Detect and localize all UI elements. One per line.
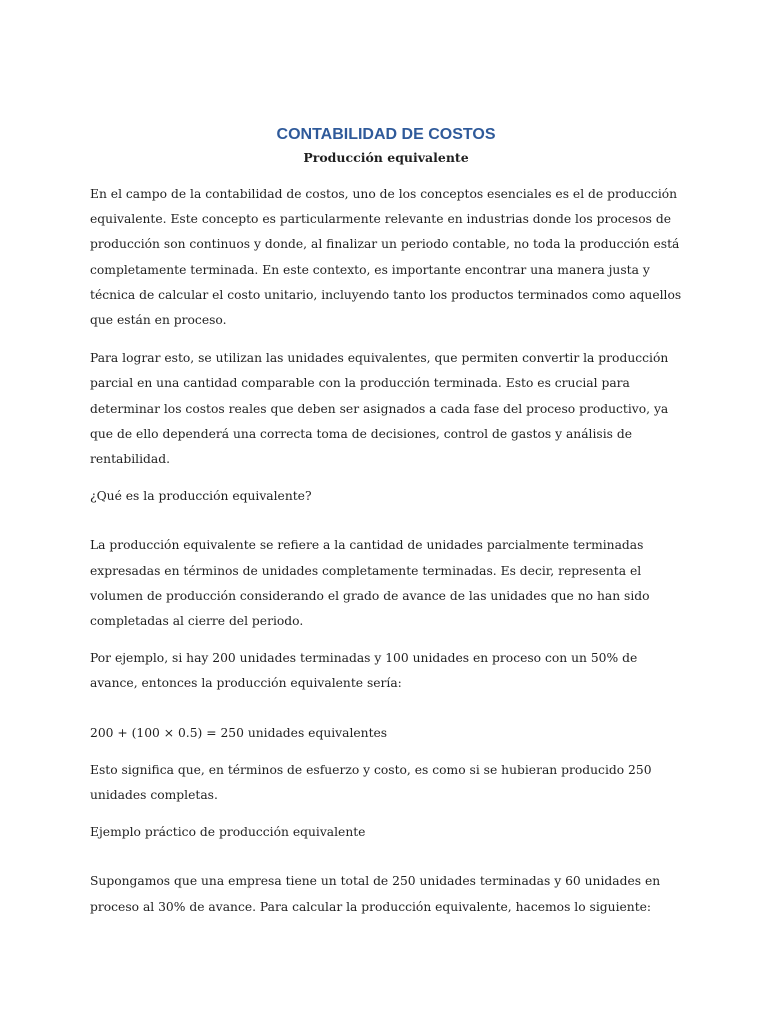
document-title: CONTABILIDAD DE COSTOS [276,126,496,143]
paragraph-meaning: Esto significa que, en términos de esfuerzo y costo, es como si se hubieran producido 250 unidades completas. [90,762,652,803]
paragraph-definition: La producción equivalente se refiere a la cantidad de unidades parcialmente terminadas expresadas en términos de unidades completamente terminadas. Es decir, representa el volumen de producción considerando el grado de avance de las unidades que no han sido completadas al cierre del periodo. [90,538,650,629]
heading-what-is: ¿Qué es la producción equivalente? [90,489,312,504]
paragraph-intro: En el campo de la contabilidad de costos, uno de los conceptos esenciales es el de producción equivalente. Este concepto es particularmente relevante en industrias donde los procesos de producción son continuos y donde, al finalizar un periodo contable, no toda la producción está completamente terminada. En este contexto, es importante encontrar una manera justa y técnica de calcular el costo unitario, incluyendo tanto los productos terminados como aquellos que están en proceso. [90,187,682,328]
heading-practical-example: Ejemplo práctico de producción equivalente [90,825,366,840]
paragraph-equivalent-units: Para lograr esto, se utilizan las unidades equivalentes, que permiten convertir la producción parcial en una cantidad comparable con la producción terminada. Esto es crucial para determinar los costos reales que deben ser asignados a cada fase del proceso productivo, ya que de ello dependerá una correcta toma de decisiones, control de gastos y análisis de rentabilidad. [90,351,669,467]
document-subtitle: Producción equivalente [303,150,469,165]
document-content [90,124,682,920]
formula-line: 200 + (100 × 0.5) = 250 unidades equivalentes [90,725,388,740]
paragraph-example: Por ejemplo, si hay 200 unidades terminadas y 100 unidades en proceso con un 50% de avance, entonces la producción equivalente sería: [90,651,638,691]
paragraph-practical-case: Supongamos que una empresa tiene un total de 250 unidades terminadas y 60 unidades en proceso al 30% de avance. Para calcular la producción equivalente, hacemos lo siguiente: [90,874,661,914]
